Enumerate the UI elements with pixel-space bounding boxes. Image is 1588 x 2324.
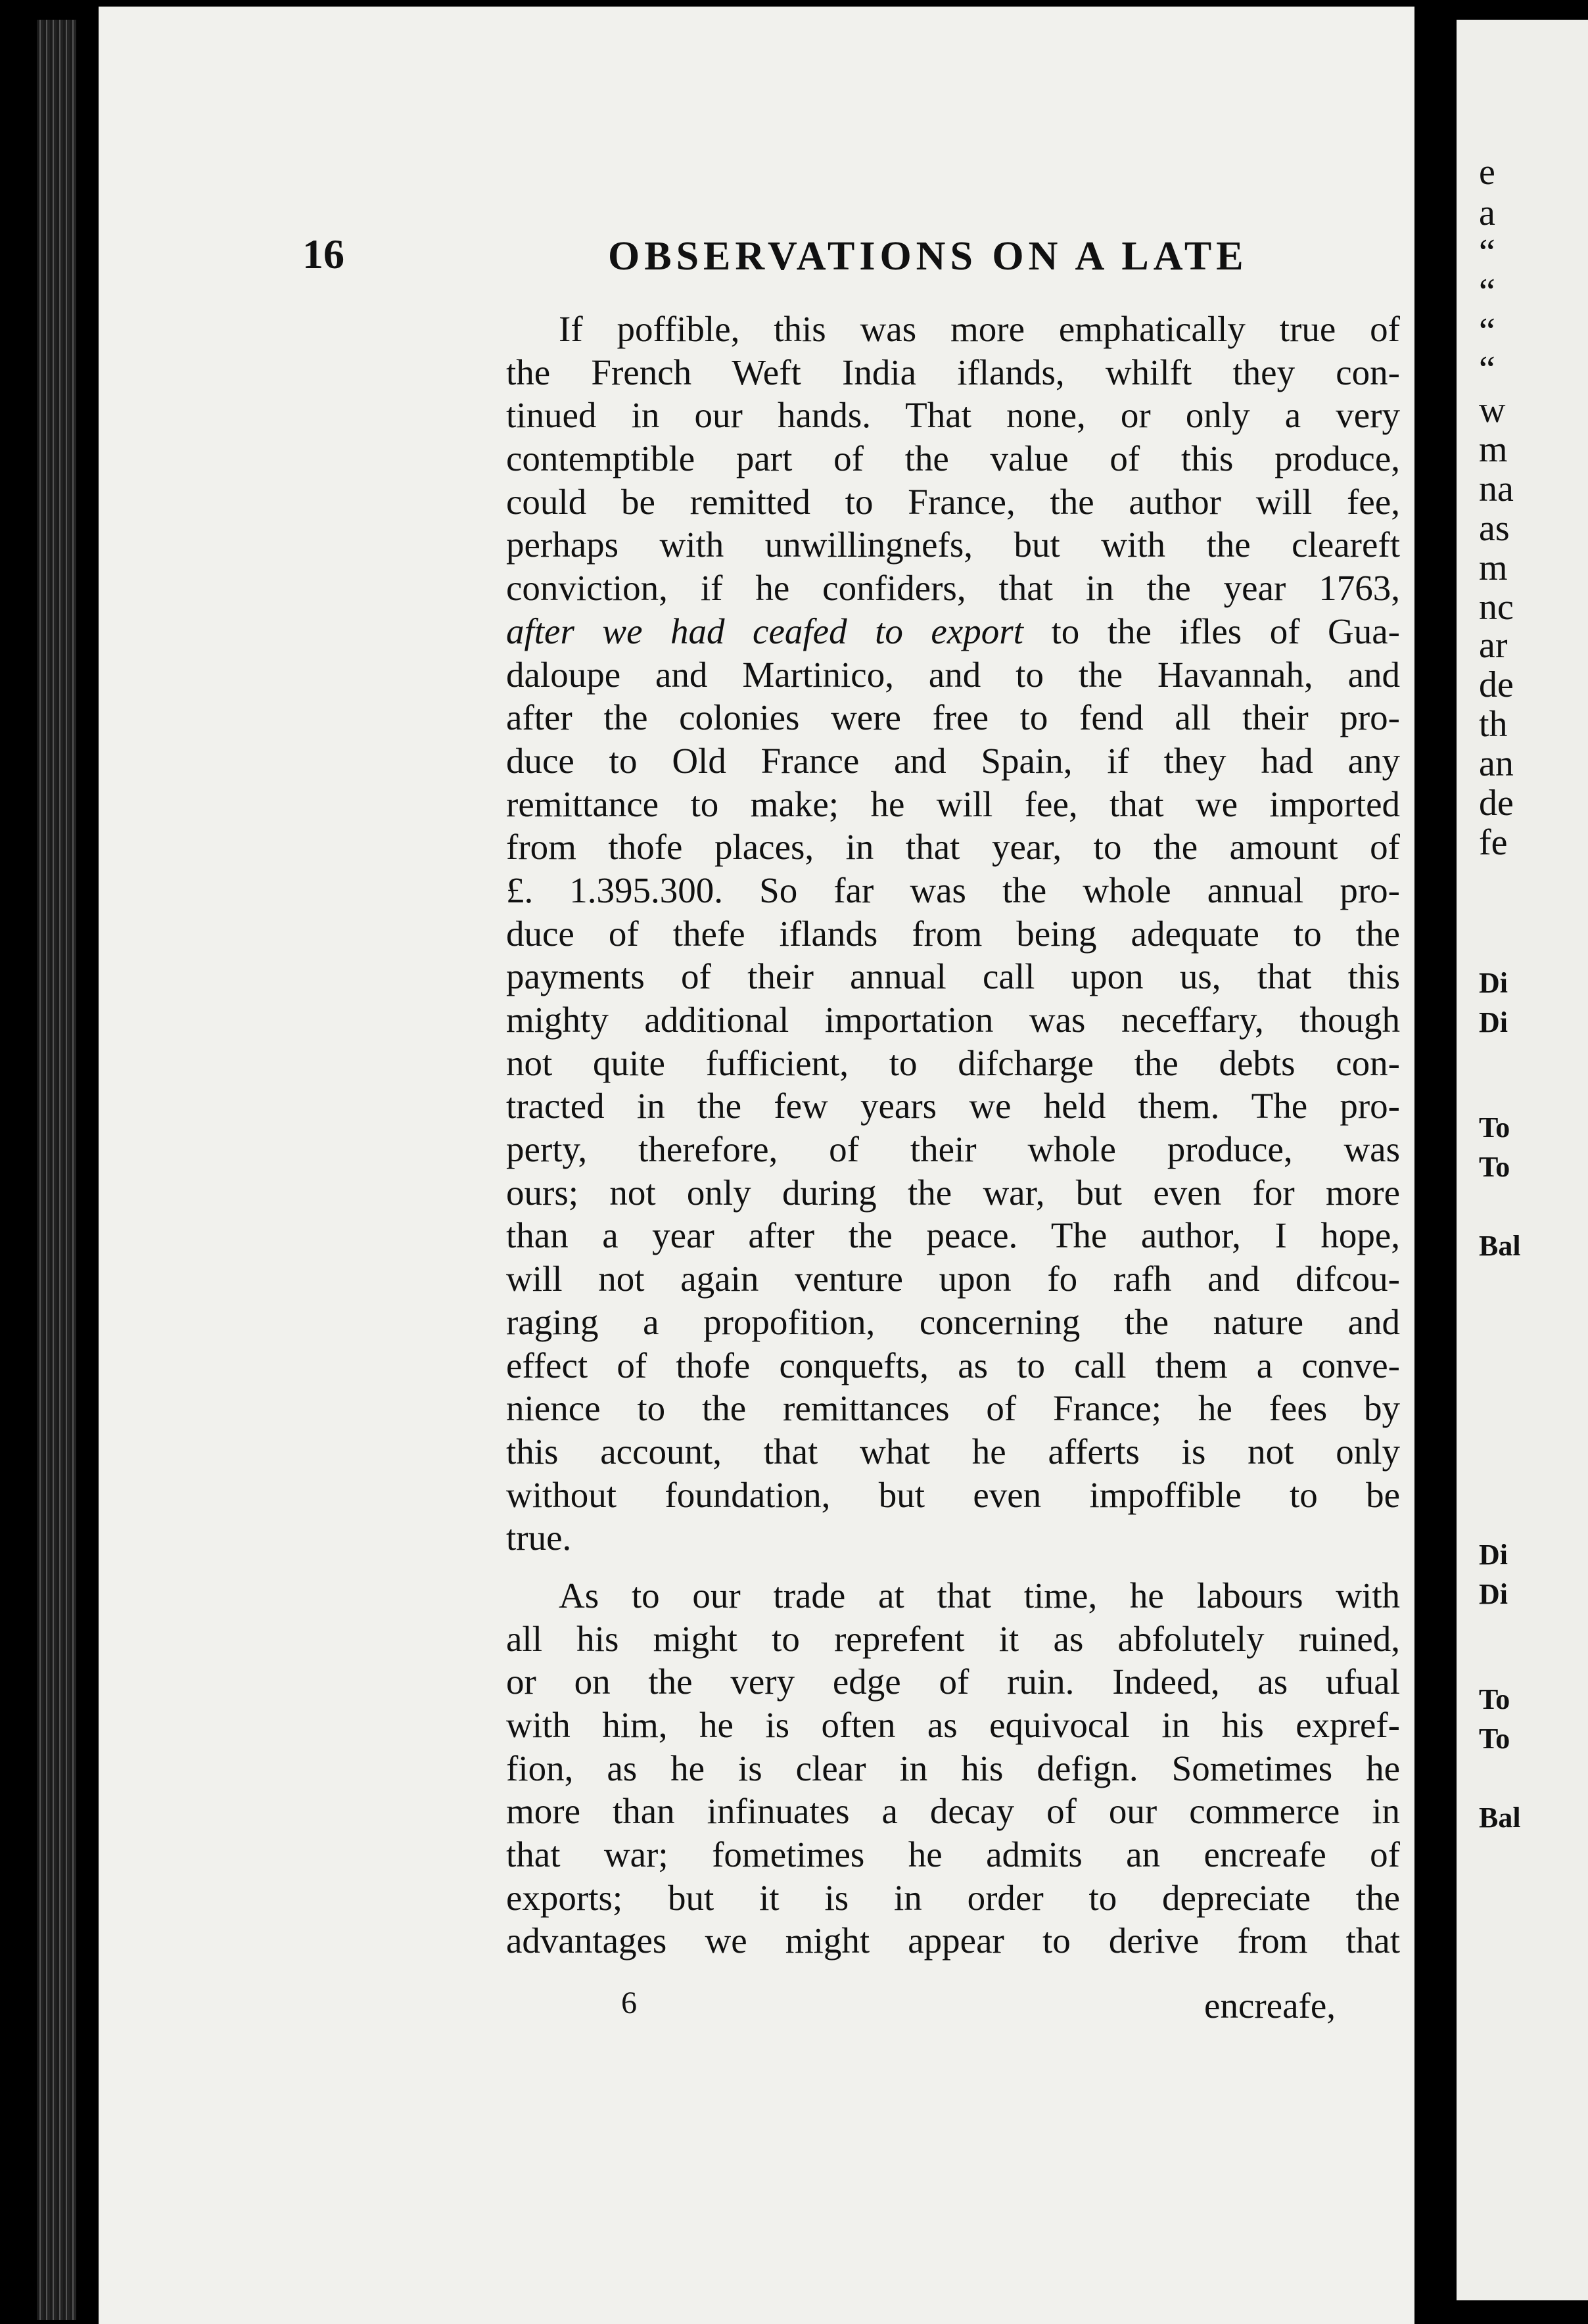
- text-line: As to our trade at that time, he labours with: [559, 1575, 1400, 1615]
- facing-text-fragment: fe: [1479, 822, 1508, 863]
- facing-text-fragment: an: [1479, 743, 1514, 784]
- facing-text-fragment: as: [1479, 508, 1510, 549]
- facing-text-fragment: “: [1479, 311, 1495, 352]
- text-line: daloupe and Martinico, and to the Havannah, and: [506, 654, 1400, 695]
- text-line: contemptible part of the value of this produce,: [506, 438, 1400, 479]
- facing-text-fragment: Di: [1479, 1006, 1508, 1038]
- text-line: from thofe places, in that year, to the amount of: [506, 827, 1400, 868]
- text-line: this account, that what he afferts is not only: [506, 1431, 1400, 1472]
- facing-text-fragment: “: [1479, 271, 1495, 312]
- body-text: [506, 308, 1400, 1963]
- text-line: mighty additional importation was neceffary, though: [506, 1000, 1400, 1040]
- text-line: tinued in our hands. That none, or only a very: [506, 395, 1400, 436]
- text-line: will not again venture upon fo rafh and difcou-: [506, 1259, 1400, 1299]
- text-line: remittance to make; he will fee, that we imported: [506, 783, 1400, 824]
- book-page: [99, 7, 1414, 2324]
- text-line: conviction, if he confiders, that in the year 1763,: [506, 568, 1400, 609]
- text-line: all his might to reprefent it as abfolutely ruined,: [506, 1618, 1400, 1659]
- text-line: without foundation, but even impoffible to be: [506, 1474, 1400, 1515]
- facing-text-fragment: “: [1479, 232, 1495, 273]
- facing-text-fragment: de: [1479, 664, 1514, 705]
- facing-text-fragment: na: [1479, 469, 1514, 509]
- facing-text-fragment: Di: [1479, 967, 1508, 999]
- facing-text-fragment: a: [1479, 193, 1495, 233]
- text-line: If poffible, this was more emphatically true of: [559, 309, 1400, 349]
- facing-text-fragment: ar: [1479, 625, 1508, 666]
- facing-text-fragment: Di: [1479, 1578, 1508, 1610]
- text-line: ours; not only during the war, but even for more: [506, 1172, 1400, 1213]
- text-line: tracted in the few years we held them. The pro-: [506, 1086, 1400, 1127]
- facing-text-fragment: th: [1479, 704, 1508, 745]
- facing-text-fragment: To: [1479, 1683, 1510, 1715]
- facing-text-fragment: nc: [1479, 587, 1514, 628]
- facing-text-fragment: w: [1479, 390, 1506, 430]
- text-line: £. 1.395.300. So far was the whole annual pro-: [506, 870, 1400, 910]
- text-line: could be remitted to France, the author will fee,: [506, 481, 1400, 522]
- facing-text-fragment: de: [1479, 783, 1514, 824]
- facing-text-fragment: Bal: [1479, 1801, 1521, 1834]
- facing-text-fragment: “: [1479, 349, 1495, 390]
- facing-text-fragment: m: [1479, 429, 1508, 470]
- text-line: the French Weft India iflands, whilft they con-: [506, 352, 1400, 392]
- text-line: nience to the remittances of France; he fees by: [506, 1388, 1400, 1429]
- text-line: more than infinuates a decay of our commerce in: [506, 1791, 1400, 1832]
- text-line: with him, he is often as equivocal in his expref-: [506, 1705, 1400, 1745]
- text-line: than a year after the peace. The author, I hope,: [506, 1215, 1400, 1256]
- running-head: OBSERVATIONS ON A LATE: [608, 234, 1248, 279]
- text-line: payments of their annual call upon us, that this: [506, 956, 1400, 997]
- gutter: [1414, 0, 1457, 2324]
- catchword: encreafe,: [1204, 1986, 1336, 2026]
- text-line: effect of thofe conquefts, as to call them a conve-: [506, 1345, 1400, 1385]
- text-line: perty, therefore, of their whole produce, was: [506, 1129, 1400, 1170]
- text-line: advantages we might appear to derive from that: [506, 1920, 1400, 1961]
- text-line: true.: [506, 1518, 572, 1558]
- signature-mark: 6: [621, 1986, 637, 2020]
- facing-text-fragment: e: [1479, 152, 1495, 193]
- text-line: exports; but it is in order to depreciate the: [506, 1877, 1400, 1918]
- facing-page-fragment: [1457, 20, 1588, 2300]
- book-edge: [37, 20, 76, 2320]
- text-line: after the colonies were free to fend all their pro-: [506, 697, 1400, 738]
- text-line: or on the very edge of ruin. Indeed, as ufual: [506, 1662, 1400, 1702]
- facing-text-fragment: m: [1479, 547, 1508, 588]
- text-line: duce to Old France and Spain, if they had any: [506, 740, 1400, 781]
- page-footer: [99, 1985, 1414, 2037]
- page-header: [99, 230, 1414, 289]
- text-line: fion, as he is clear in his defign. Sometimes he: [506, 1748, 1400, 1788]
- facing-text-fragment: To: [1479, 1111, 1510, 1144]
- text-line: not quite fufficient, to difcharge the debts con-: [506, 1042, 1400, 1083]
- text-line: after we had ceafed to export to the ifles of Gua-: [506, 611, 1400, 651]
- facing-text-fragment: To: [1479, 1151, 1510, 1183]
- facing-text-fragment: Bal: [1479, 1230, 1521, 1262]
- text-line: perhaps with unwillingnefs, but with the cleareft: [506, 524, 1400, 565]
- page-number: 16: [302, 231, 344, 277]
- facing-text-fragment: To: [1479, 1723, 1510, 1755]
- text-line: raging a propofition, concerning the nature and: [506, 1301, 1400, 1342]
- text-line: that war; fometimes he admits an encreafe of: [506, 1834, 1400, 1875]
- facing-text-fragment: Di: [1479, 1539, 1508, 1571]
- text-line: duce of thefe iflands from being adequate to the: [506, 913, 1400, 954]
